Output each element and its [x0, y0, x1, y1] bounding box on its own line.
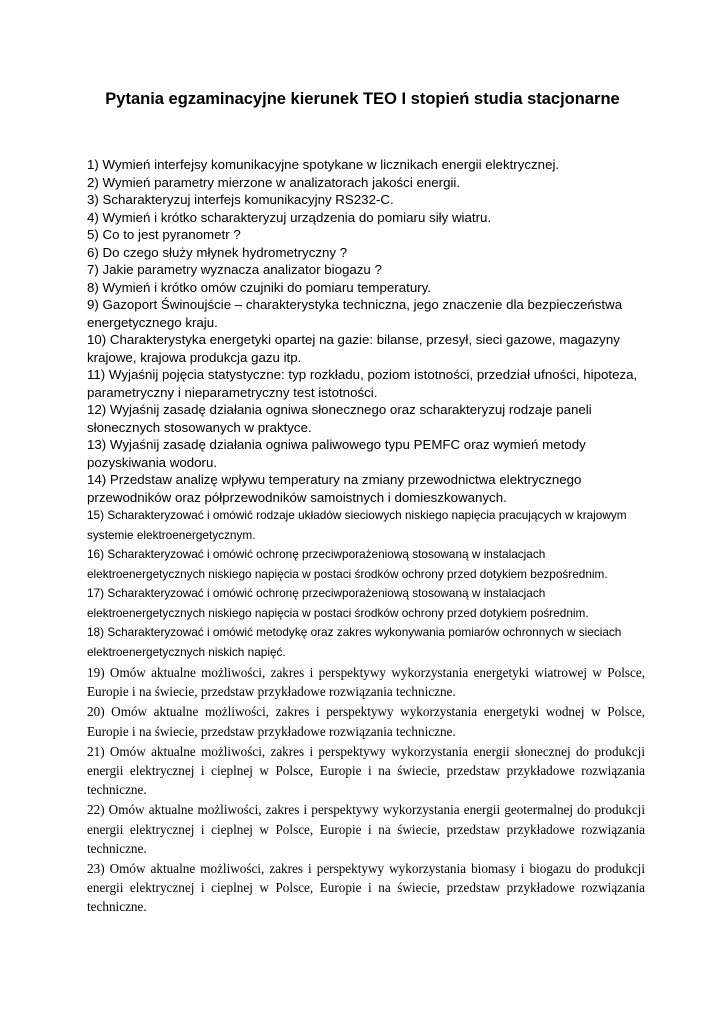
question-item: 19) Omów aktualne możliwości, zakres i perspektywy wykorzystania energetyki wiatrowej w Polsce, Europie i na świecie, przedstaw przykładowe rozwiązania techniczne.	[87, 665, 645, 700]
question-item: 13) Wyjaśnij zasadę działania ogniwa paliwowego typu PEMFC oraz wymień metody pozyskiwania wodoru.	[87, 437, 586, 470]
question-list	[87, 156, 645, 917]
question-item: 10) Charakterystyka energetyki opartej na gazie: bilanse, przesył, sieci gazowe, magazyny krajowe, krajowa produkcja gazu itp.	[87, 332, 620, 365]
question-item: 14) Przedstaw analizę wpływu temperatury na zmiany przewodnictwa elektrycznego przewodników oraz półprzewodników samoistnych i domieszkowanych.	[87, 472, 582, 505]
question-item: 16) Scharakteryzować i omówić ochronę przeciwporażeniową stosowaną w instalacjach elektroenergetycznych niskiego napięcia w postaci środków ochrony przed dotykiem bezpośrednim.	[87, 547, 608, 581]
question-item: 1) Wymień interfejsy komunikacyjne spotykane w licznikach energii elektrycznej.	[87, 157, 560, 172]
question-item: 20) Omów aktualne możliwości, zakres i perspektywy wykorzystania energetyki wodnej w Polsce, Europie i na świecie, przedstaw przykładowe rozwiązania techniczne.	[87, 704, 645, 739]
question-item: 7) Jakie parametry wyznacza analizator biogazu ?	[87, 262, 382, 277]
question-item: 2) Wymień parametry mierzone w analizatorach jakości energii.	[87, 174, 461, 190]
page-title: Pytania egzaminacyjne kierunek TEO I stopień studia stacjonarne	[105, 90, 620, 108]
question-item: 12) Wyjaśnij zasadę działania ogniwa słonecznego oraz scharakteryzuj rodzaje paneli słonecznych stosowanych w praktyce.	[87, 402, 592, 435]
question-item: 4) Wymień i krótko scharakteryzuj urządzenia do pomiaru siły wiatru.	[87, 209, 492, 225]
question-item: 5) Co to jest pyranometr ?	[87, 227, 241, 242]
question-item: 22) Omów aktualne możliwości, zakres i perspektywy wykorzystania energii geotermalnej do produkcji energii elektrycznej i cieplnej w Polsce, Europie i na świecie, przedstaw przykładowe rozwiązania techniczne.	[87, 802, 645, 856]
question-item: 18) Scharakteryzować i omówić metodykę oraz zakres wykonywania pomiarów ochronnych w sieciach elektroenergetycznych niskich napięć.	[87, 625, 622, 659]
question-item: 23) Omów aktualne możliwości, zakres i perspektywy wykorzystania biomasy i biogazu do produkcji energii elektrycznej i cieplnej w Polsce, Europie i na świecie, przedstaw przykładowe rozwiązania techniczne.	[87, 861, 645, 915]
question-item: 17) Scharakteryzować i omówić ochronę przeciwporażeniową stosowaną w instalacjach elektroenergetycznych niskiego napięcia w postaci środków ochrony przed dotykiem pośrednim.	[87, 586, 589, 620]
question-item: 6) Do czego służy młynek hydrometryczny ?	[87, 244, 348, 260]
question-item: 9) Gazoport Świnoujście – charakterystyka techniczna, jego znaczenie dla bezpieczeństwa energetycznego kraju.	[87, 297, 623, 330]
question-item: 21) Omów aktualne możliwości, zakres i perspektywy wykorzystania energii słonecznej do produkcji energii elektrycznej i cieplnej w Polsce, Europie i na świecie, przedstaw przykładowe rozwiązania techniczne.	[87, 743, 645, 798]
question-item: 3) Scharakteryzuj interfejs komunikacyjny RS232-C.	[87, 192, 394, 207]
question-item: 15) Scharakteryzować i omówić rodzaje układów sieciowych niskiego napięcia pracujących w krajowym systemie elektroenergetycznym.	[87, 508, 627, 542]
question-item: 11) Wyjaśnij pojęcia statystyczne: typ rozkładu, poziom istotności, przedział ufności, hipoteza, parametryczny i nieparametryczny test istotności.	[87, 367, 638, 400]
question-item: 8) Wymień i krótko omów czujniki do pomiaru temperatury.	[87, 279, 431, 295]
